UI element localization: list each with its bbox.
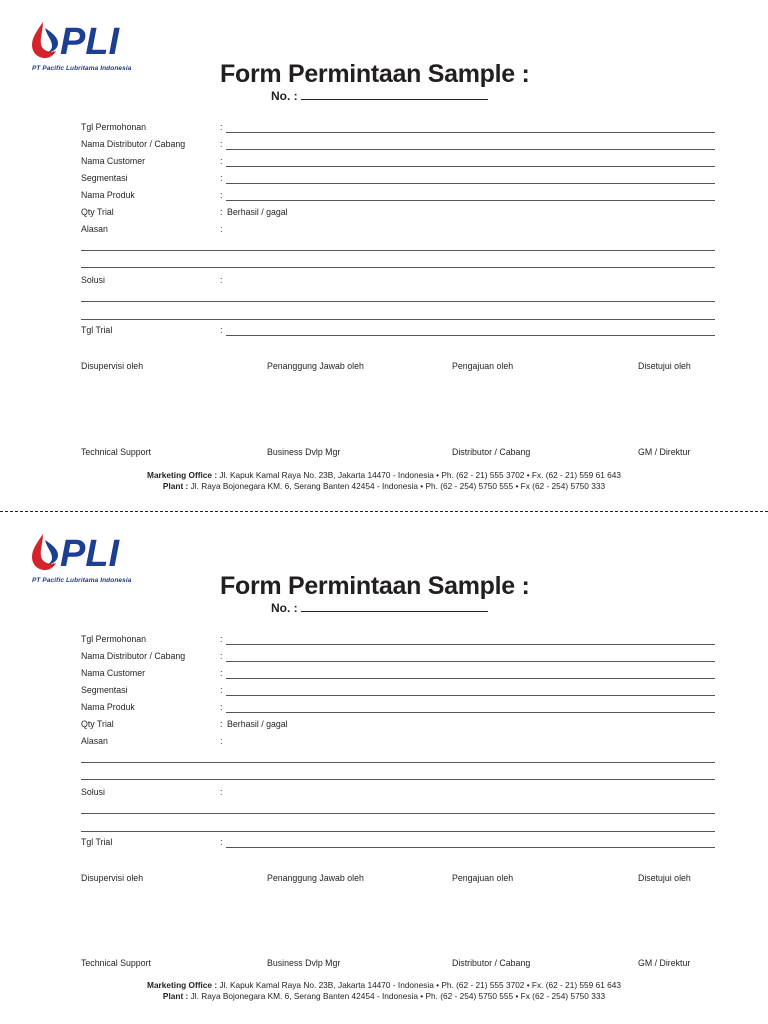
field-blank[interactable]: [226, 695, 715, 696]
sig-role-gm: GM / Direktur: [638, 958, 691, 968]
footer-plant: Plant : Jl. Raya Bojonegara KM. 6, Serang Banten 42454 - Indonesia • Ph. (62 - 254) 5750 555 • Fx (62 - 254) 5750 333: [162, 991, 606, 1001]
field-nama-distributor[interactable]: [81, 139, 721, 153]
pli-logo-icon: [30, 18, 150, 60]
sig-header-approved: Disetujui oleh: [638, 361, 691, 371]
field-tgl-trial[interactable]: [81, 325, 721, 339]
field-segmentasi[interactable]: [81, 173, 721, 187]
sig-role-business-dvlp: Business Dvlp Mgr: [267, 958, 341, 968]
field-blank[interactable]: [226, 166, 715, 167]
footer-plant: Plant : Jl. Raya Bojonegara KM. 6, Serang Banten 42454 - Indonesia • Ph. (62 - 254) 5750 555 • Fx (62 - 254) 5750 333: [162, 481, 606, 491]
field-nama-customer[interactable]: [81, 156, 721, 170]
field-label: Tgl Trial: [81, 837, 113, 847]
company-name: PT Pacific Lubritama Indonesia: [32, 577, 132, 584]
solusi-line-2[interactable]: [81, 831, 715, 832]
svg-text:PLI: PLI: [60, 533, 120, 572]
field-label: Segmentasi: [81, 685, 128, 695]
field-colon: :: [220, 719, 223, 729]
field-blank[interactable]: [226, 200, 715, 201]
solusi-line-2[interactable]: [81, 319, 715, 320]
field-blank[interactable]: [226, 847, 715, 848]
field-label: Nama Distributor / Cabang: [81, 651, 186, 661]
form-title: Form Permintaan Sample :: [220, 572, 530, 600]
field-label: Alasan: [81, 736, 108, 746]
field-colon: :: [220, 668, 223, 678]
form-number-blank[interactable]: [301, 601, 488, 612]
field-colon: :: [220, 173, 223, 183]
field-qty-trial[interactable]: [81, 719, 721, 733]
field-blank[interactable]: [226, 678, 715, 679]
form-number-label: No. :: [271, 89, 298, 103]
field-colon: :: [220, 702, 223, 712]
company-logo: [30, 530, 155, 590]
sig-role-technical-support: Technical Support: [81, 447, 151, 457]
sig-header-submitted: Pengajuan oleh: [452, 873, 514, 883]
footer-address: [0, 470, 768, 492]
sig-header-responsible: Penanggung Jawab oleh: [267, 361, 364, 371]
form-number-blank[interactable]: [301, 89, 488, 100]
field-tgl-permohonan[interactable]: [81, 634, 721, 648]
field-label: Segmentasi: [81, 173, 128, 183]
field-label: Nama Distributor / Cabang: [81, 139, 186, 149]
alasan-line-1[interactable]: [81, 250, 715, 251]
field-label: Nama Customer: [81, 156, 146, 166]
sig-header-supervised: Disupervisi oleh: [81, 361, 144, 371]
field-colon: :: [220, 122, 223, 132]
sig-role-distributor: Distributor / Cabang: [452, 958, 531, 968]
field-value: Berhasil / gagal: [227, 719, 288, 729]
sig-role-business-dvlp: Business Dvlp Mgr: [267, 447, 341, 457]
solusi-line-1[interactable]: [81, 301, 715, 302]
field-colon: :: [220, 837, 223, 847]
form-number: [271, 601, 488, 615]
field-blank[interactable]: [226, 149, 715, 150]
field-colon: :: [220, 224, 223, 234]
field-blank[interactable]: [226, 661, 715, 662]
field-colon: :: [220, 156, 223, 166]
form-number-label: No. :: [271, 601, 298, 615]
field-solusi[interactable]: [81, 787, 721, 801]
field-label: Tgl Permohonan: [81, 634, 147, 644]
field-alasan[interactable]: [81, 224, 721, 238]
field-blank[interactable]: [226, 712, 715, 713]
svg-text:PLI: PLI: [60, 21, 120, 60]
sample-request-form-bottom: [0, 512, 768, 1024]
field-nama-distributor[interactable]: [81, 651, 721, 665]
field-tgl-permohonan[interactable]: [81, 122, 721, 136]
field-blank[interactable]: [226, 132, 715, 133]
field-colon: :: [220, 275, 223, 285]
field-label: Nama Produk: [81, 702, 135, 712]
field-blank[interactable]: [226, 644, 715, 645]
field-nama-produk[interactable]: [81, 190, 721, 204]
field-label: Nama Produk: [81, 190, 135, 200]
field-colon: :: [220, 207, 223, 217]
field-alasan[interactable]: [81, 736, 721, 750]
field-colon: :: [220, 190, 223, 200]
field-nama-produk[interactable]: [81, 702, 721, 716]
sig-header-responsible: Penanggung Jawab oleh: [267, 873, 364, 883]
field-label: Solusi: [81, 787, 105, 797]
footer-marketing: Marketing Office : Jl. Kapuk Kamal Raya No. 23B, Jakarta 14470 - Indonesia • Ph. (62 - 21) 555 3702 • Fx. (62 - 21) 559 61 643: [147, 980, 621, 990]
footer-address: [0, 980, 768, 1002]
form-number: [271, 89, 488, 103]
sig-role-distributor: Distributor / Cabang: [452, 447, 531, 457]
field-colon: :: [220, 685, 223, 695]
field-label: Nama Customer: [81, 668, 146, 678]
alasan-line-1[interactable]: [81, 762, 715, 763]
alasan-line-2[interactable]: [81, 267, 715, 268]
field-qty-trial[interactable]: [81, 207, 721, 221]
field-label: Alasan: [81, 224, 108, 234]
field-colon: :: [220, 139, 223, 149]
solusi-line-1[interactable]: [81, 813, 715, 814]
field-nama-customer[interactable]: [81, 668, 721, 682]
field-colon: :: [220, 736, 223, 746]
field-solusi[interactable]: [81, 275, 721, 289]
sig-header-approved: Disetujui oleh: [638, 873, 691, 883]
alasan-line-2[interactable]: [81, 779, 715, 780]
company-logo: [30, 18, 155, 78]
sig-role-gm: GM / Direktur: [638, 447, 691, 457]
field-label: Qty Trial: [81, 207, 114, 217]
field-colon: :: [220, 651, 223, 661]
sig-header-supervised: Disupervisi oleh: [81, 873, 144, 883]
footer-marketing: Marketing Office : Jl. Kapuk Kamal Raya No. 23B, Jakarta 14470 - Indonesia • Ph. (62 - 21) 555 3702 • Fx. (62 - 21) 559 61 643: [147, 470, 621, 480]
field-label: Tgl Permohonan: [81, 122, 147, 132]
pli-logo-icon: [30, 530, 150, 572]
form-title: Form Permintaan Sample :: [220, 60, 530, 88]
field-colon: :: [220, 787, 223, 797]
field-segmentasi[interactable]: [81, 685, 721, 699]
field-value: Berhasil / gagal: [227, 207, 288, 217]
field-blank[interactable]: [226, 183, 715, 184]
field-tgl-trial[interactable]: [81, 837, 721, 851]
sig-header-submitted: Pengajuan oleh: [452, 361, 514, 371]
sig-role-technical-support: Technical Support: [81, 958, 151, 968]
company-name: PT Pacific Lubritama Indonesia: [32, 65, 132, 72]
field-colon: :: [220, 325, 223, 335]
field-label: Tgl Trial: [81, 325, 113, 335]
field-label: Qty Trial: [81, 719, 114, 729]
field-blank[interactable]: [226, 335, 715, 336]
field-label: Solusi: [81, 275, 105, 285]
field-colon: :: [220, 634, 223, 644]
